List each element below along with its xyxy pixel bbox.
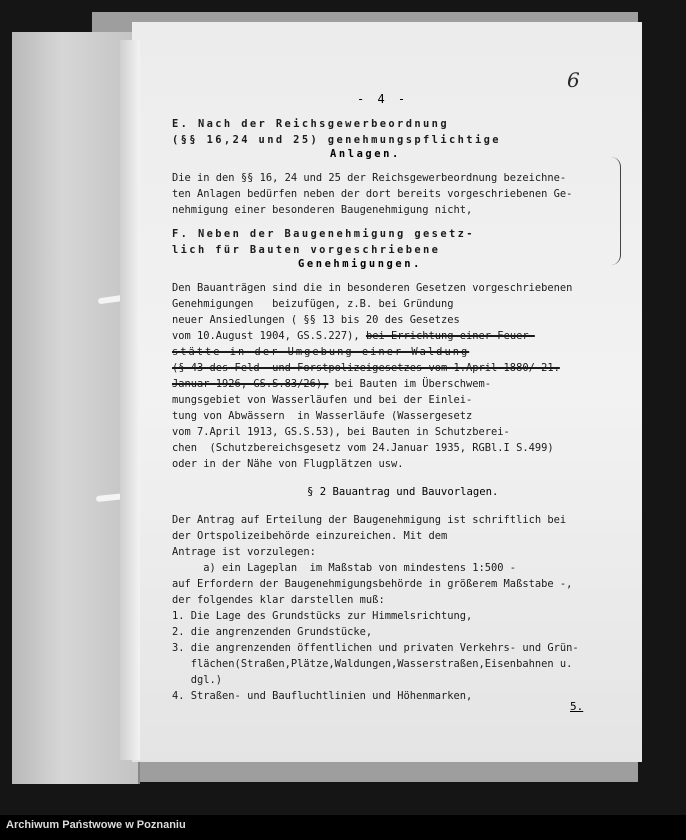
paragraph-f-line: vom 7.April 1913, GS.S.53), bei Bauten in Schutzberei- xyxy=(172,426,510,438)
paragraph-f-text: bei Bauten im Überschwem- xyxy=(328,378,492,390)
handwritten-sheet-number: 6 xyxy=(567,68,580,92)
section-e-title-line3: Anlagen. xyxy=(330,148,401,160)
struck-text: bei Errichtung einer Feuer- xyxy=(365,330,535,342)
section-e-body: Die in den §§ 16, 24 und 25 der Reichsgewerbeordnung bezeichne- ten Anlagen bedürfen neben der dort bereits vorgeschriebenen Ge- nehmigung einer besonderen Baugenehmigung nicht, xyxy=(172,172,573,216)
section-f-title-line1: F. Neben der Baugenehmigung gesetz- xyxy=(172,228,475,240)
section-f-title-line2: lich für Bauten vorgeschriebene xyxy=(172,244,441,256)
paragraph-f-line: chen (Schutzbereichsgesetz vom 24.Januar 1935, RGBl.I S.499) xyxy=(172,442,554,454)
paragraph-f-line: Genehmigungen beizufügen, z.B. bei Gründung xyxy=(172,298,454,310)
page-fold-shadow xyxy=(120,40,140,760)
margin-bracket-mark xyxy=(608,157,621,265)
paragraph-f-line: tung von Abwässern in Wasserläufe (Wassergesetz xyxy=(172,410,473,422)
section-2-body: Der Antrag auf Erteilung der Baugenehmigung ist schriftlich bei der Ortspolizeibehörde einzureichen. Mit dem Antrage ist vorzulegen: a) ein Lageplan im Maßstab von mindestens 1:500 - auf Erfordern der Baugenehmigungsbehörde in größerem Maßstabe -, der folgendes klar darstellen muß: 1. Die Lage des Grundstücks zur Himmelsrichtung, 2. die angrenzenden Grundstücke, 3. die angrenzenden öffentlichen und privaten Verkehrs- und Grün- flächen(Straßen,Plätze,Waldungen,Wasserstraßen,Eisenbahnen u. dgl.) 4. Straßen- und Baufluchtlinien und Höhenmarken, xyxy=(172,514,579,702)
paragraph-f-line xyxy=(172,376,491,392)
page-number: - 4 - xyxy=(357,92,409,106)
paragraph-f-line xyxy=(172,328,535,344)
archive-credit: Archiwum Państwowe w Poznaniu xyxy=(6,819,186,831)
section-e-title-line1: E. Nach der Reichsgewerbeordnung xyxy=(172,118,449,130)
section-2-title: § 2 Bauantrag und Bauvorlagen. xyxy=(307,486,499,498)
struck-text-line: stätte in der Umgebung einer Waldung xyxy=(172,346,470,358)
struck-text: Januar 1926, GS.S.83/26), xyxy=(172,378,329,390)
paragraph-f-text: vom 10.August 1904, GS.S.227), xyxy=(172,330,366,342)
paragraph-f-line: oder in der Nähe von Flugplätzen usw. xyxy=(172,458,404,470)
struck-text-line: (§ 43 des Feld- und Forstpolizeigesetzes vom 1.April 1880/ 21. xyxy=(172,362,560,374)
paragraph-f-line: neuer Ansiedlungen ( §§ 13 bis 20 des Gesetzes xyxy=(172,314,460,326)
section-f-title-line3: Genehmigungen. xyxy=(298,258,422,270)
section-e-title-line2: (§§ 16,24 und 25) genehmungspflichtige xyxy=(172,134,501,146)
next-page-marker: 5. xyxy=(570,700,584,713)
archive-footer-bar xyxy=(0,815,686,840)
paragraph-f-line: Den Bauanträgen sind die in besonderen Gesetzen vorgeschriebenen xyxy=(172,282,573,294)
paragraph-f-line: mungsgebiet von Wasserläufen und bei der Einlei- xyxy=(172,394,473,406)
